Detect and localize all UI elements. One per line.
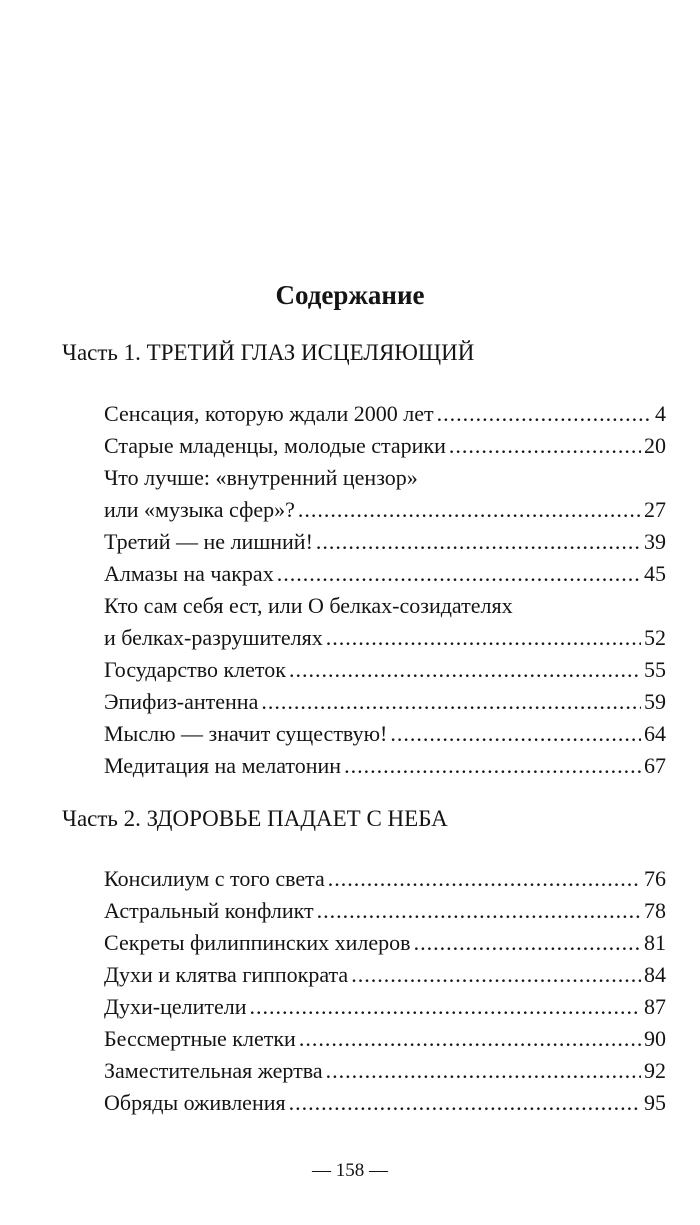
toc-page-number: 81 bbox=[644, 930, 666, 955]
toc-entry bbox=[104, 1055, 666, 1087]
dot-leader bbox=[328, 863, 641, 895]
toc-page-number: 64 bbox=[644, 721, 666, 746]
dot-leader bbox=[326, 1055, 641, 1087]
toc-entry-title: и белках-разрушителях bbox=[104, 625, 323, 650]
toc-entry bbox=[104, 895, 666, 927]
toc-entry-line bbox=[104, 1055, 666, 1087]
toc-entry bbox=[104, 991, 666, 1023]
dot-leader bbox=[277, 558, 641, 590]
dot-leader bbox=[317, 895, 641, 927]
toc-entry-title: Секреты филиппинских хилеров bbox=[104, 930, 411, 955]
toc-entry-title: Астральный конфликт bbox=[104, 898, 314, 923]
toc-page-number: 67 bbox=[644, 753, 666, 778]
toc-page-number: 87 bbox=[644, 994, 666, 1019]
toc-entry-title: Обряды оживления bbox=[104, 1090, 286, 1115]
toc-entry-title: Эпифиз-антенна bbox=[104, 689, 259, 714]
toc-page-number: 55 bbox=[644, 657, 666, 682]
dot-leader bbox=[449, 430, 641, 462]
toc-entry-line bbox=[104, 398, 666, 430]
page-title: Содержание bbox=[275, 280, 425, 310]
toc-page-number: 27 bbox=[644, 497, 666, 522]
toc-page-number: 52 bbox=[644, 625, 666, 650]
toc-entry-line bbox=[104, 526, 666, 558]
dot-leader bbox=[289, 1087, 641, 1119]
toc-entry-line bbox=[104, 654, 666, 686]
toc-entry-title: Кто сам себя ест, или О белках-созидателях bbox=[104, 593, 513, 618]
toc-page-number: 95 bbox=[644, 1090, 666, 1115]
dot-leader bbox=[437, 398, 652, 430]
toc-entry bbox=[104, 686, 666, 718]
toc-entry-title: Что лучше: «внутренний цензор» bbox=[104, 465, 418, 490]
toc-page-number: 90 bbox=[644, 1026, 666, 1051]
dot-leader bbox=[390, 718, 641, 750]
toc-entry bbox=[104, 927, 666, 959]
toc-entry-title: или «музыка сфер»? bbox=[104, 497, 295, 522]
toc-entry-line bbox=[104, 622, 666, 654]
dot-leader bbox=[344, 750, 641, 782]
page-number: — 158 — bbox=[312, 1160, 388, 1181]
toc-page-number: 39 bbox=[644, 529, 666, 554]
toc-entry-title: Мыслю — значит существую! bbox=[104, 721, 388, 746]
toc-page-number: 4 bbox=[655, 401, 666, 426]
dot-leader bbox=[299, 1023, 641, 1055]
toc-entry-line bbox=[104, 991, 666, 1023]
dot-leader bbox=[351, 959, 641, 991]
toc-entry-line bbox=[104, 494, 666, 526]
toc-page-number: 78 bbox=[644, 898, 666, 923]
toc-entry bbox=[104, 750, 666, 782]
dot-leader bbox=[250, 991, 641, 1023]
toc-page-number: 59 bbox=[644, 689, 666, 714]
toc-entry-title: Государство клеток bbox=[104, 657, 286, 682]
toc-entry-title: Консилиум с того света bbox=[104, 866, 325, 891]
toc-entry-title: Старые младенцы, молодые старики bbox=[104, 433, 446, 458]
toc-entry-title: Сенсация, которую ждали 2000 лет bbox=[104, 401, 434, 426]
toc-page-number: 20 bbox=[644, 433, 666, 458]
toc-entry bbox=[104, 863, 666, 895]
dot-leader bbox=[261, 686, 641, 718]
toc-entry-title: Заместительная жертва bbox=[104, 1058, 323, 1083]
dot-leader bbox=[289, 654, 641, 686]
toc-entry-line bbox=[104, 718, 666, 750]
dot-leader bbox=[414, 927, 641, 959]
dot-leader bbox=[316, 526, 641, 558]
toc-entry bbox=[104, 398, 666, 430]
toc-page-number: 84 bbox=[644, 962, 666, 987]
toc-entry-title: Духи-целители bbox=[104, 994, 247, 1019]
toc-entry-line bbox=[104, 558, 666, 590]
toc-entry-line bbox=[104, 927, 666, 959]
toc-entry bbox=[104, 462, 666, 526]
toc-entry-title: Бессмертные клетки bbox=[104, 1026, 296, 1051]
toc-entry bbox=[104, 1087, 666, 1119]
toc-entry-line bbox=[104, 1087, 666, 1119]
toc-entry bbox=[104, 718, 666, 750]
toc-page-number: 45 bbox=[644, 561, 666, 586]
toc-entry-title: Алмазы на чакрах bbox=[104, 561, 274, 586]
toc-entry bbox=[104, 959, 666, 991]
toc-entry-line bbox=[104, 895, 666, 927]
toc-entry-line bbox=[104, 686, 666, 718]
toc-entry bbox=[104, 590, 666, 654]
toc-entry-title: Медитация на мелатонин bbox=[104, 753, 342, 778]
toc-entry bbox=[104, 654, 666, 686]
toc-entry-line bbox=[104, 750, 666, 782]
part-1-heading: Часть 1. ТРЕТИЙ ГЛАЗ ИСЦЕЛЯЮЩИЙ bbox=[62, 340, 475, 365]
toc-entry-line bbox=[104, 430, 666, 462]
toc-entry bbox=[104, 526, 666, 558]
part-2-toc-list bbox=[104, 863, 666, 1119]
dot-leader bbox=[298, 494, 641, 526]
toc-entry-line bbox=[104, 1023, 666, 1055]
toc-entry-title: Духи и клятва гиппократа bbox=[104, 962, 349, 987]
toc-entry bbox=[104, 558, 666, 590]
part-2-heading: Часть 2. ЗДОРОВЬЕ ПАДАЕТ С НЕБА bbox=[62, 806, 448, 831]
toc-entry-line bbox=[104, 863, 666, 895]
part-1-toc-list bbox=[104, 398, 666, 782]
toc-entry bbox=[104, 430, 666, 462]
toc-page-number: 92 bbox=[644, 1058, 666, 1083]
toc-entry-line bbox=[104, 959, 666, 991]
toc-entry bbox=[104, 1023, 666, 1055]
dot-leader bbox=[326, 622, 641, 654]
toc-page-number: 76 bbox=[644, 866, 666, 891]
toc-entry-title: Третий — не лишний! bbox=[104, 529, 313, 554]
